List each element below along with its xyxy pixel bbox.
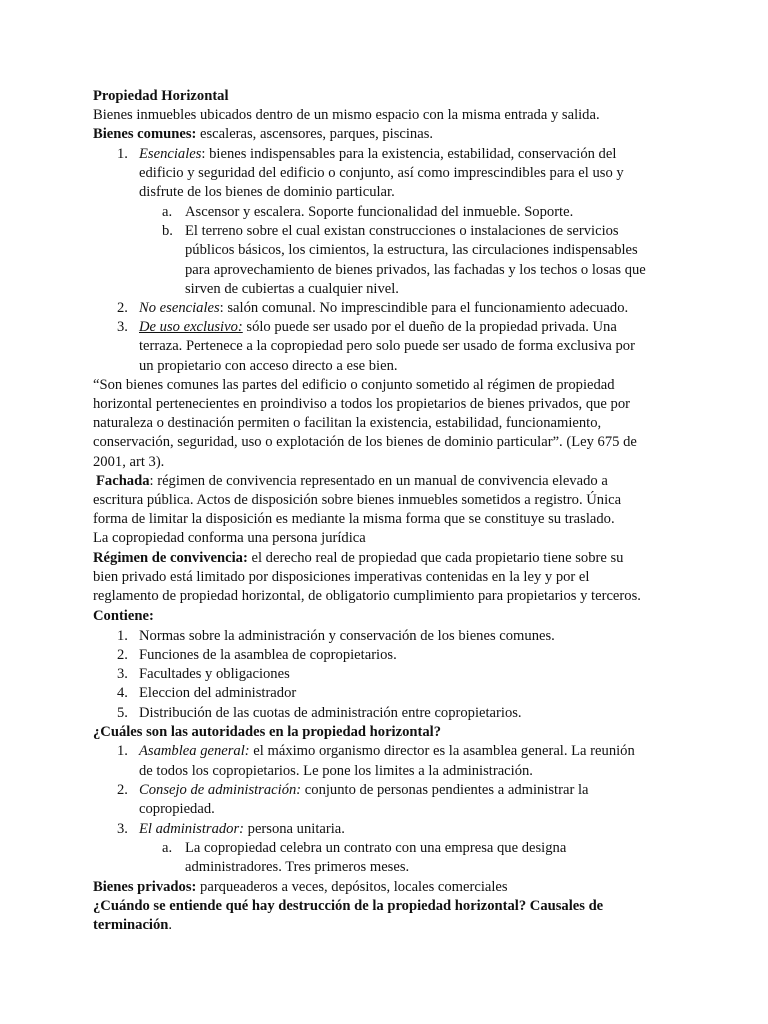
fachada-text: : régimen de convivencia representado en un manual de convivencia elevado a — [149, 473, 608, 489]
bienes-privados-label: Bienes privados: — [93, 879, 197, 895]
intro-text: Bienes inmuebles ubicados dentro de un mismo espacio con la misma entrada y salida. — [93, 107, 600, 123]
quote-line: “Son bienes comunes las partes del edificio o conjunto sometido al régimen de propiedad — [93, 377, 615, 393]
list-number: 1. — [117, 743, 128, 759]
sublist-letter: a. — [162, 840, 173, 856]
contiene-label: Contiene: — [93, 608, 154, 624]
list-number: 1. — [117, 628, 128, 644]
quote-line: 2001, art 3). — [93, 454, 165, 470]
destruccion-question: ¿Cuándo se entiende qué hay destrucción de la propiedad horizontal? Causales de — [93, 898, 604, 914]
fachada-text: escritura pública. Actos de disposición sobre bienes inmuebles sometidos a registro. Única — [93, 492, 622, 508]
list-item: Funciones de la asamblea de copropietarios. — [139, 647, 397, 663]
quote-line: naturaleza o destinación permiten o facilitan la existencia, estabilidad, funcionamiento, — [93, 415, 602, 431]
regimen-text: reglamento de propiedad horizontal, de obligatorio cumplimiento para propietarios y terceros. — [93, 588, 641, 604]
list-item-text: : bienes indispensables para la existencia, estabilidad, conservación del — [201, 146, 617, 162]
list-item: Distribución de las cuotas de administración entre copropietarios. — [139, 705, 522, 721]
term-no-esenciales: No esenciales — [139, 300, 220, 316]
list-item-text: copropiedad. — [139, 801, 215, 817]
list-number: 2. — [117, 647, 128, 663]
list-item-text: un propietario con acceso directo a ese bien. — [139, 358, 398, 374]
bienes-comunes-text: escaleras, ascensores, parques, piscinas. — [196, 126, 434, 142]
list-number: 3. — [117, 821, 128, 837]
list-number: 3. — [117, 319, 128, 335]
list-number: 3. — [117, 666, 128, 682]
sublist-item-text: sirven de cubiertas a cualquier nivel. — [185, 281, 399, 297]
list-number: 1. — [117, 146, 128, 162]
list-item-text: el máximo organismo director es la asamblea general. La reunión — [249, 743, 635, 759]
bienes-comunes-label: Bienes comunes: — [93, 126, 197, 142]
list-item-no-esenciales — [139, 299, 628, 318]
term-uso-exclusivo: De uso exclusivo: — [139, 319, 243, 335]
list-number: 5. — [117, 705, 128, 721]
quote-line: horizontal pertenecientes en proindiviso a todos los propietarios de bienes privados, que por — [93, 396, 630, 412]
fachada-label: Fachada — [96, 473, 150, 489]
sublist-letter: a. — [162, 204, 173, 220]
sublist-item-text: El terreno sobre el cual existan construcciones o instalaciones de servicios — [185, 223, 619, 239]
sublist-item-text: administradores. Tres primeros meses. — [185, 859, 410, 875]
list-item-text: terraza. Pertenece a la copropiedad pero solo puede ser usado de forma exclusiva por — [139, 338, 635, 354]
regimen-line — [93, 549, 623, 568]
destruccion-line — [93, 916, 172, 935]
list-item-text: disfrute de los bienes de dominio particular. — [139, 184, 395, 200]
list-item-text: edificio y seguridad del edificio o conjunto, así como imprescindibles para el uso y — [139, 165, 624, 181]
list-item-esenciales — [139, 145, 616, 164]
regimen-text: el derecho real de propiedad que cada propietario tiene sobre su — [247, 550, 624, 566]
fachada-text: forma de limitar la disposición es mediante la misma forma que se constituye su traslado. — [93, 511, 615, 527]
regimen-label: Régimen de convivencia: — [93, 550, 248, 566]
document-title: Propiedad Horizontal — [93, 88, 229, 104]
list-item-text: conjunto de personas pendientes a administrar la — [301, 782, 589, 798]
list-item-uso-exclusivo — [139, 318, 617, 337]
list-item-consejo — [139, 781, 589, 800]
term-consejo: Consejo de administración: — [139, 782, 302, 798]
list-item-asamblea — [139, 742, 635, 761]
term-administrador: El administrador: — [139, 821, 244, 837]
list-item: Normas sobre la administración y conservación de los bienes comunes. — [139, 628, 555, 644]
sublist-item-text: públicos básicos, los cimientos, la estructura, las circulaciones indispensables — [185, 242, 638, 258]
term-asamblea: Asamblea general: — [139, 743, 250, 759]
sublist-item-text: para aprovechamiento de bienes privados, las fachadas y los techos o losas que — [185, 262, 646, 278]
list-item: Eleccion del administrador — [139, 685, 297, 701]
list-item-text: sólo puede ser usado por el dueño de la propiedad privada. Una — [242, 319, 617, 335]
regimen-text: bien privado está limitado por disposiciones imperativas contenidas en la ley y por el — [93, 569, 590, 585]
list-number: 4. — [117, 685, 128, 701]
sublist-item-text: La copropiedad celebra un contrato con una empresa que designa — [185, 840, 567, 856]
sublist-letter: b. — [162, 223, 173, 239]
list-item: Facultades y obligaciones — [139, 666, 290, 682]
destruccion-text: terminación — [93, 917, 169, 933]
list-item-text: : salón comunal. No imprescindible para el funcionamiento adecuado. — [219, 300, 629, 316]
sublist-item-text: Ascensor y escalera. Soporte funcionalidad del inmueble. Soporte. — [185, 204, 574, 220]
quote-line: conservación, seguridad, uso o explotación de los bienes de dominio particular”. (Ley 675 de — [93, 434, 637, 450]
bienes-comunes-line — [93, 125, 433, 144]
bienes-privados-line — [93, 878, 508, 897]
bienes-privados-text: parqueaderos a veces, depósitos, locales comerciales — [196, 879, 508, 895]
fachada-line — [96, 472, 608, 491]
list-item-text: persona unitaria. — [244, 821, 345, 837]
destruccion-tail: . — [168, 917, 173, 933]
term-esenciales: Esenciales — [139, 146, 202, 162]
list-item-text: de todos los copropietarios. Le pone los limites a la administración. — [139, 763, 533, 779]
list-number: 2. — [117, 782, 128, 798]
list-number: 2. — [117, 300, 128, 316]
list-item-administrador — [139, 820, 345, 839]
autoridades-question: ¿Cuáles son las autoridades en la propiedad horizontal? — [93, 724, 442, 740]
copropiedad-text: La copropiedad conforma una persona jurídica — [93, 530, 366, 546]
